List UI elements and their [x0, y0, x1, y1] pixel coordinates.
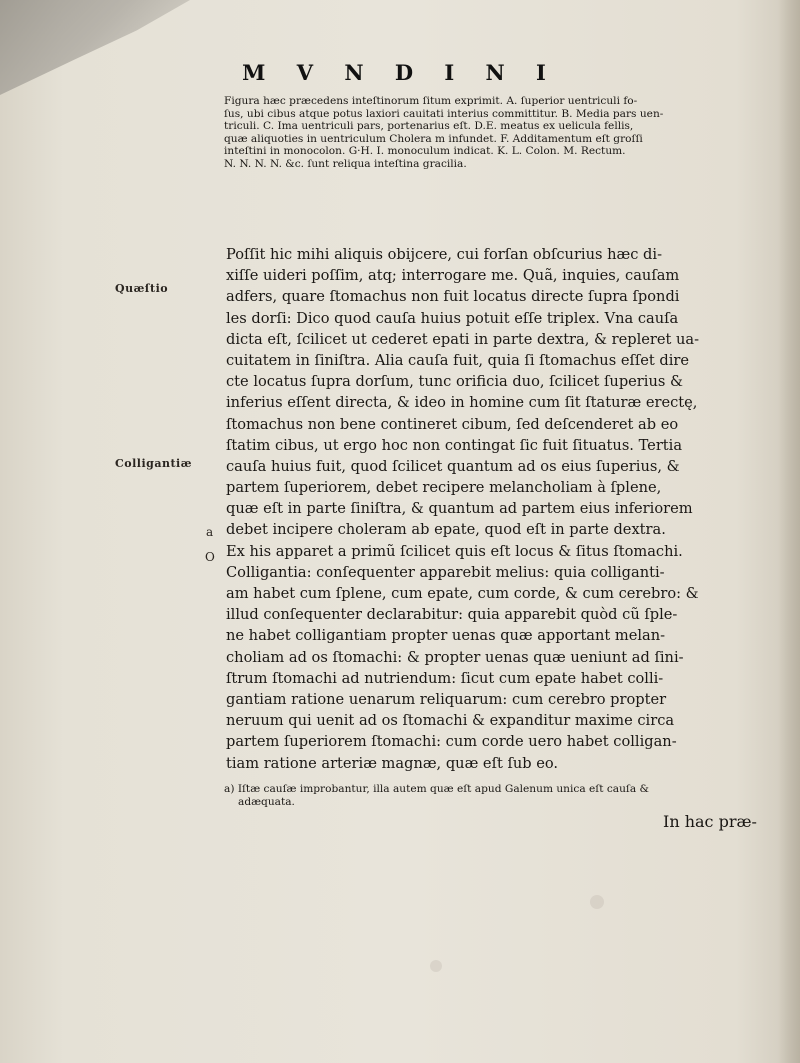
body-line: Ex his apparet a primũ ſcilicet quis eſt locus & ſitus ſtomachi. [226, 542, 683, 560]
footnote-line [224, 783, 794, 796]
margin-marker-a: a [206, 525, 214, 539]
body-line: xiſſe uideri poſſim, atq; interrogare me. Quã, inquies, cauſam [226, 267, 680, 285]
body-line: adfers, quare ſtomachus non fuit locatus directe ſupra ſpondi [226, 288, 680, 306]
body-line: les dorſi: Dico quod cauſa huius potuit eſſe triplex. Vna cauſa [226, 309, 679, 327]
margin-marker-o: O [205, 550, 215, 564]
body-line: illud conſequenter declarabitur: quia apparebit quòd cũ ſple- [226, 606, 678, 624]
figure-caption [224, 95, 794, 171]
body-line: am habet cum ſplene, cum epate, cum corde, & cum cerebro: & [226, 585, 699, 602]
footnote-text: Iſtæ cauſæ improbantur, illa autem quæ eſt apud Galenum unica eſt cauſa & [237, 783, 649, 795]
body-line: ne habet colligantiam propter uenas quæ apportant melan- [226, 627, 666, 645]
body-line: cuitatem in ſiniſtra. Alia cauſa fuit, quia ſi ſtomachus eſſet dire [226, 351, 690, 369]
margin-note-colligantia: Colligantiæ [115, 457, 192, 470]
body-line: quæ eſt in parte ſiniſtra, & quantum ad partem eius inferiorem [226, 500, 693, 518]
caption-line: inteſtini in monocolon. G·H. I. monoculum indicat. K. L. Colon. M. Rectum. [224, 145, 626, 158]
caption-line: quæ aliquoties in uentriculum Cholera m infundet. F. Additamentum eſt groſſi [224, 132, 643, 145]
footnote-line: adæquata. [238, 796, 295, 808]
caption-line: N. N. N. N. &c. ſunt reliqua inteſtina gracilia. [224, 157, 467, 170]
body-line: ſtomachus non bene contineret cibum, ſed deſcenderet ab eo [226, 415, 679, 433]
body-line: ſtatim cibus, ut ergo hoc non contingat ſic fuit ſituatus. Tertia [226, 436, 683, 454]
footnote-marker: a) [224, 783, 235, 795]
body-line: cte locatus ſupra dorſum, tunc orificia duo, ſcilicet ſuperius & [226, 373, 683, 391]
body-line: neruum qui uenit ad os ſtomachi & expanditur maxime circa [226, 712, 675, 730]
body-text [226, 244, 794, 774]
caption-line: Figura hæc præcedens inteſtinorum ſitum exprimit. A. ſuperior uentriculi fo- [224, 95, 638, 107]
body-line: dicta eſt, ſcilicet ut cederet epati in parte dextra, & repleret ua- [226, 330, 700, 348]
body-line: cauſa huius fuit, quod ſcilicet quantum ad os eius ſuperius, & [226, 457, 680, 475]
body-line: partem ſuperiorem, debet recipere melancholiam à ſplene, [226, 479, 662, 497]
body-line: inferius eſſent directa, & ideo in homine cum ſit ſtaturæ erectę, [226, 394, 698, 412]
footnote [224, 783, 794, 809]
catchword: In hac præ- [663, 812, 757, 831]
page-title: M V N D I N I [242, 60, 558, 85]
body-line: debet incipere choleram ab epate, quod eſt in parte dextra. [226, 521, 666, 539]
body-line: Poſſit hic mihi aliquis obijcere, cui forſan obſcurius hæc di- [226, 246, 662, 263]
body-line: tiam ratione arteriæ magnæ, quæ eſt ſub eo. [226, 754, 559, 772]
ink-bleed-spot [430, 960, 442, 972]
caption-line: ſus, ubi cibus atque potus laxiori cauitati interius committitur. B. Media pars uen- [224, 107, 664, 120]
body-line: choliam ad os ſtomachi: & propter uenas quæ ueniunt ad ſini- [226, 648, 684, 666]
body-line: partem ſuperiorem ſtomachi: cum corde uero habet colligan- [226, 733, 677, 751]
ink-bleed-spot [590, 895, 604, 909]
caption-line: triculi. C. Ima uentriculi pars, portenarius eſt. D.E. meatus ex uelicula fellis, [224, 120, 634, 133]
body-line: Colligantia: conſequenter apparebit melius: quia colliganti- [226, 563, 665, 581]
body-line: ſtrum ſtomachi ad nutriendum: ſicut cum epate habet colli- [226, 669, 664, 687]
margin-note-quaestio: Quæſtio [115, 282, 169, 295]
body-line: gantiam ratione uenarum reliquarum: cum cerebro propter [226, 690, 667, 708]
